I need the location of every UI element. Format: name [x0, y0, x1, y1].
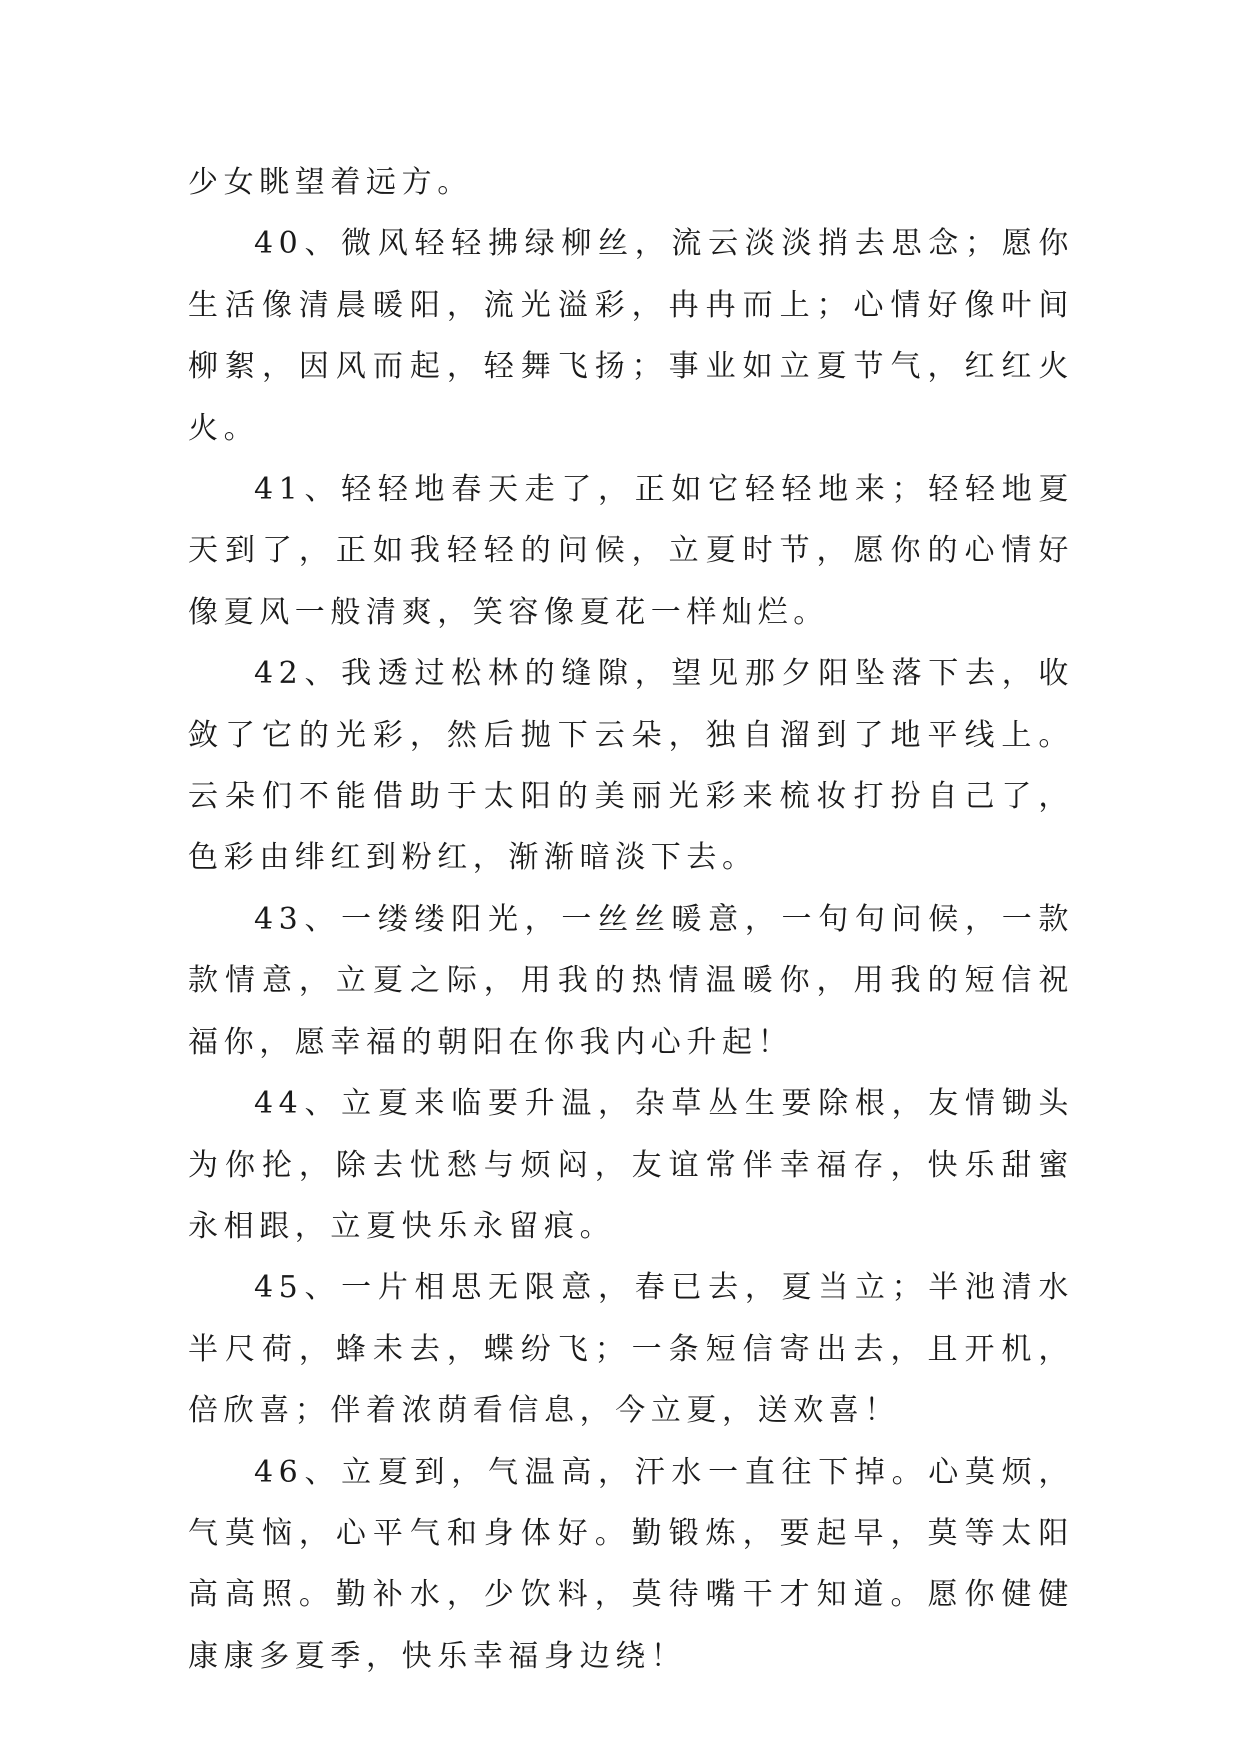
- paragraph-45: 45、一片相思无限意，春已去，夏当立；半池清水半尺荷，蜂未去，蝶纷飞；一条短信寄出去，且开机，倍欣喜；伴着浓荫看信息，今立夏，送欢喜！: [188, 1270, 1074, 1429]
- paragraph-44: 44、立夏来临要升温，杂草丛生要除根，友情锄头为你抡，除去忧愁与烦闷，友谊常伴幸福存，快乐甜蜜永相跟，立夏快乐永留痕。: [188, 1086, 1074, 1244]
- paragraph-continuation: 少女眺望着远方。: [188, 165, 473, 200]
- document-body: [188, 152, 1074, 1687]
- paragraph-40: 40、微风轻轻拂绿柳丝，流云淡淡捎去思念；愿你生活像清晨暖阳，流光溢彩，冉冉而上；心情好像叶间柳絮，因风而起，轻舞飞扬；事业如立夏节气，红红火火。: [188, 226, 1074, 446]
- paragraph-42: 42、我透过松林的缝隙，望见那夕阳坠落下去，收敛了它的光彩，然后抛下云朵，独自溜到了地平线上。云朵们不能借助于太阳的美丽光彩来梳妆打扮自己了，色彩由绯红到粉红，渐渐暗淡下去。: [188, 656, 1074, 876]
- paragraph-46: 46、立夏到，气温高，汗水一直往下掉。心莫烦，气莫恼，心平气和身体好。勤锻炼，要起早，莫等太阳高高照。勤补水，少饮料，莫待嘴干才知道。愿你健健康康多夏季，快乐幸福身边绕！: [188, 1454, 1074, 1674]
- paragraph-41: 41、轻轻地春天走了，正如它轻轻地来；轻轻地夏天到了，正如我轻轻的问候，立夏时节，愿你的心情好像夏风一般清爽，笑容像夏花一样灿烂。: [188, 472, 1074, 630]
- paragraph-43: 43、一缕缕阳光，一丝丝暖意，一句句问候，一款款情意，立夏之际，用我的热情温暖你，用我的短信祝福你，愿幸福的朝阳在你我内心升起！: [188, 901, 1074, 1060]
